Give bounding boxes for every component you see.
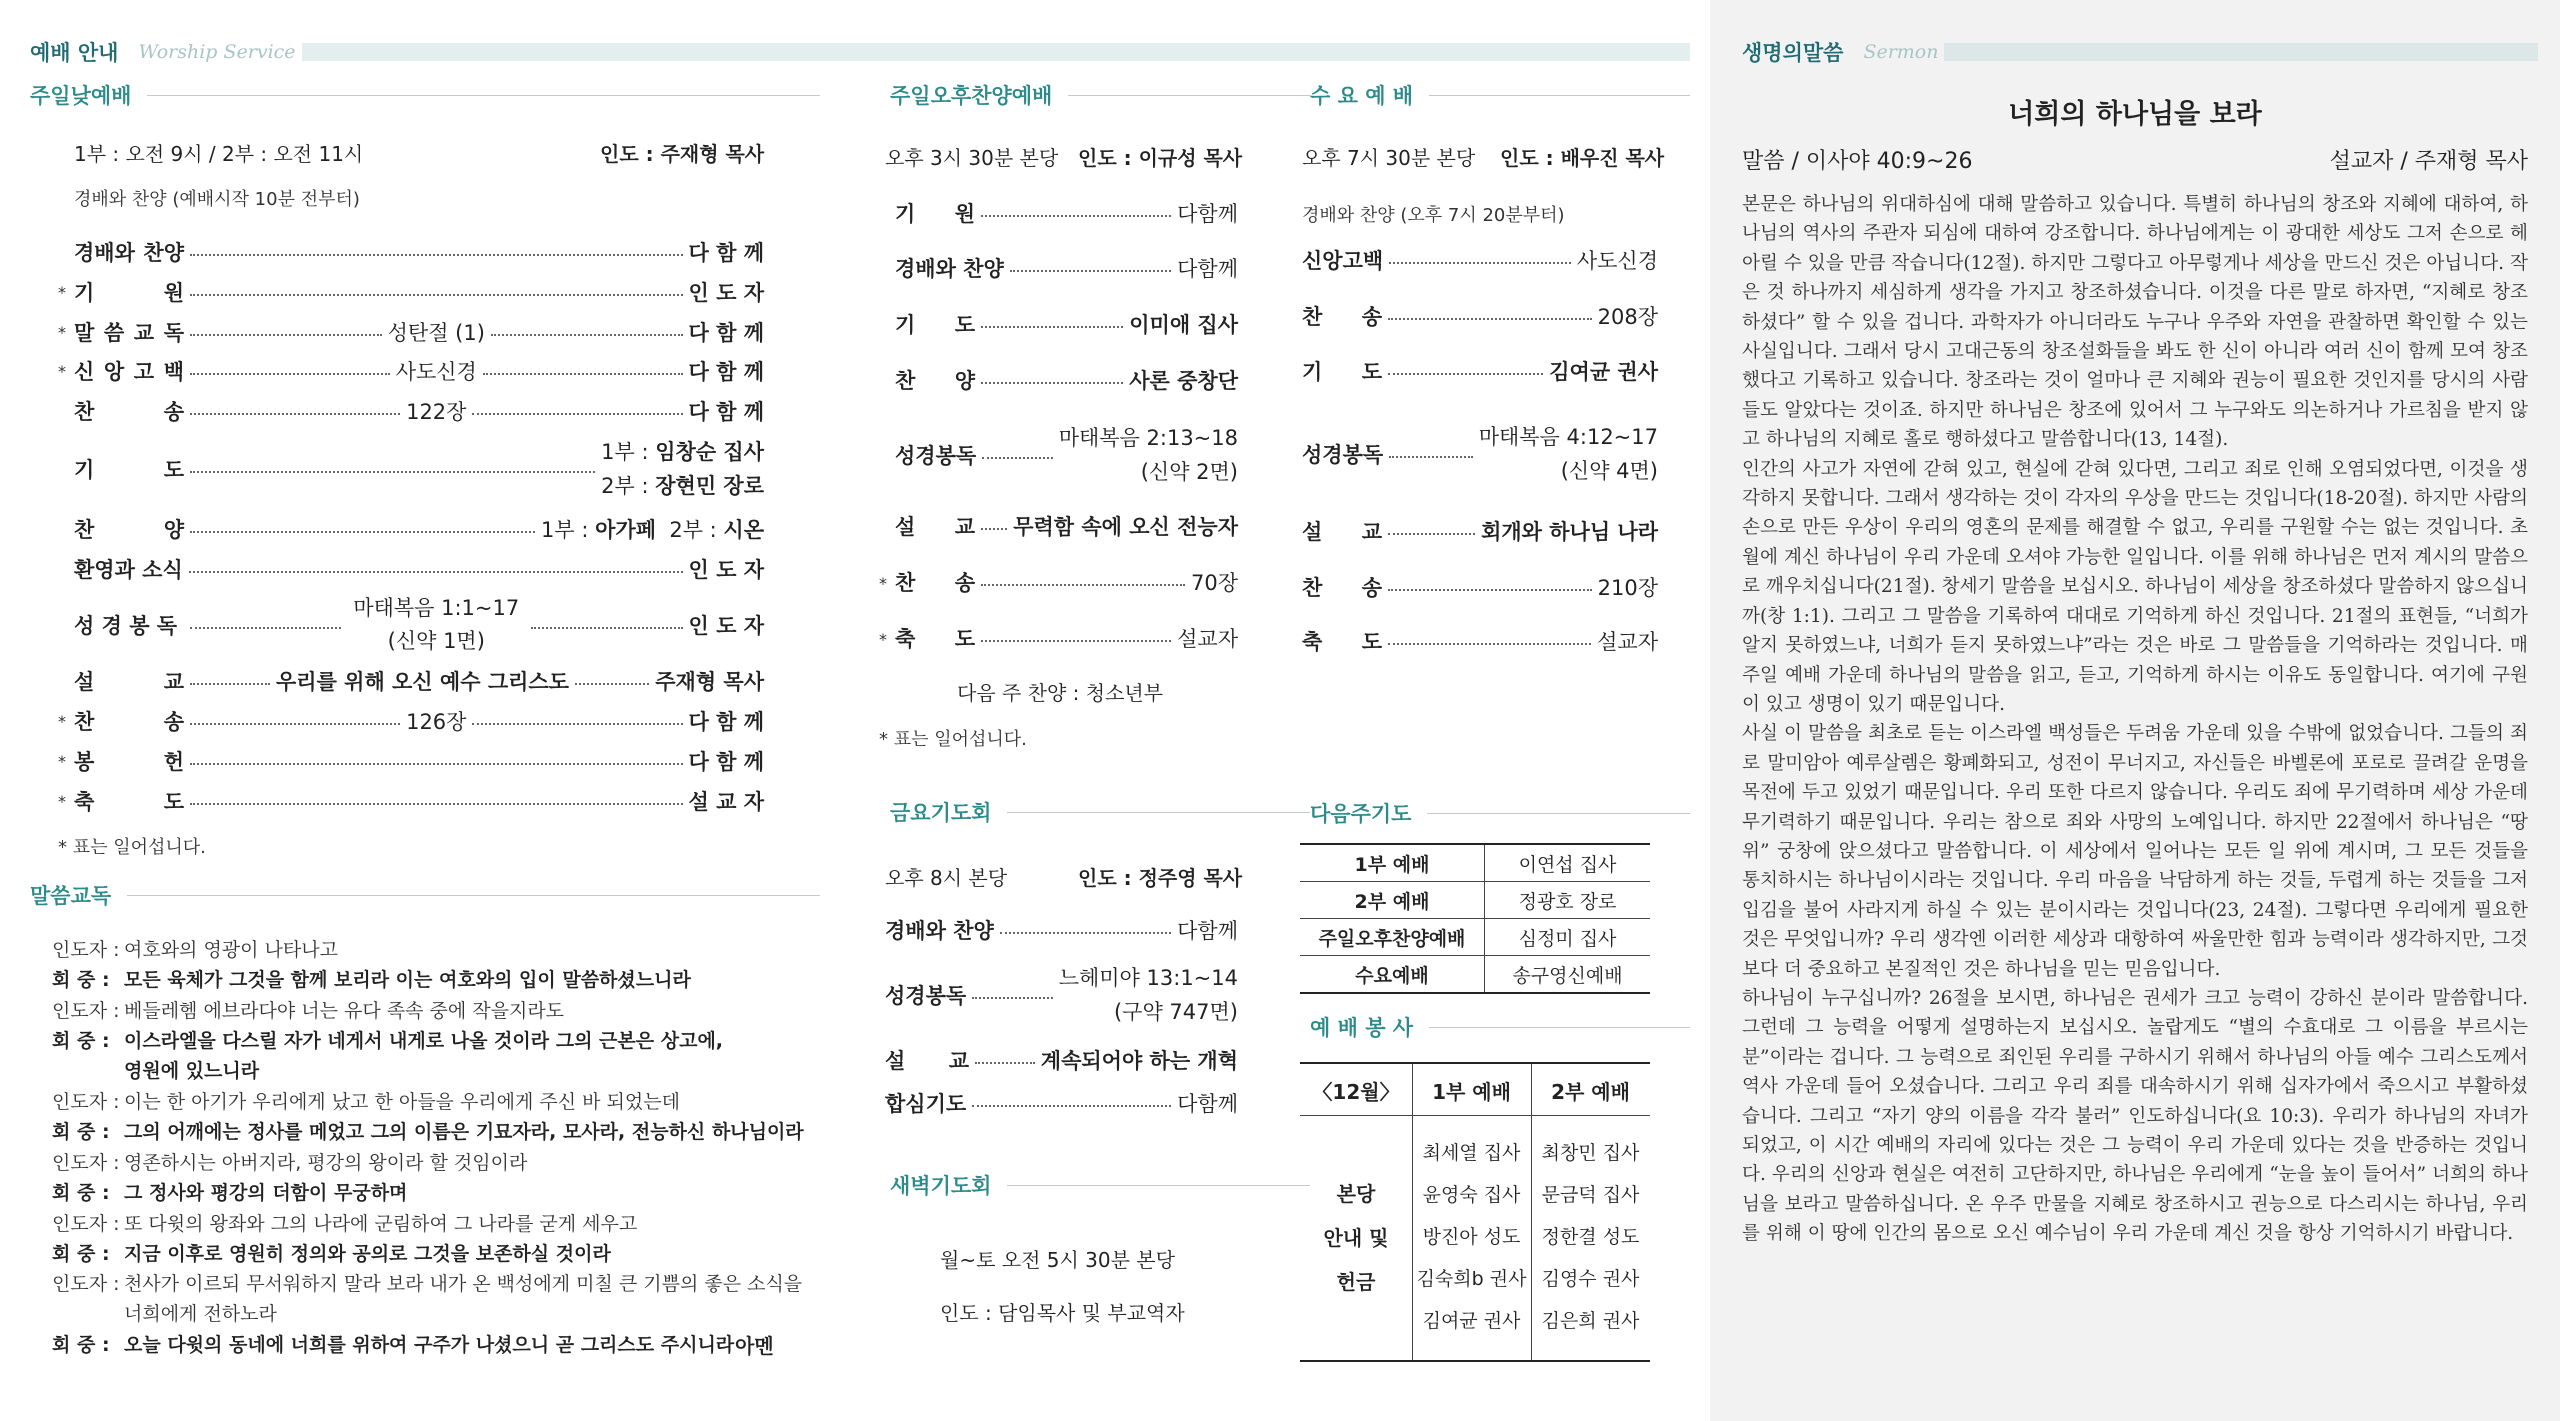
afternoon-invocation-row — [895, 197, 1238, 229]
responsive-speaker: 인도자 : — [52, 1152, 120, 1174]
responsive-speaker: 회 중 : — [52, 969, 110, 991]
wednesday-creed-label: 신앙고백 — [1302, 249, 1384, 273]
stand-mark: * — [58, 792, 66, 811]
afternoon-service-title: 주일오후찬양예배 — [890, 84, 1053, 108]
wednesday-prayer-label: 기 도 — [1302, 360, 1382, 384]
next-week-praise: 다음 주 찬양 : 청소년부 — [957, 681, 1164, 705]
wednesday-hymn1-row — [1302, 300, 1658, 332]
responsive-speaker: 인도자 : — [52, 1091, 120, 1113]
sunday-praise-1-label: 1부 : — [541, 518, 596, 542]
service-duty-name: 최창민 집사 — [1541, 1142, 1640, 1164]
sunday-order-label: 신 앙 고 백 — [74, 360, 184, 384]
wednesday-hymn1-label: 찬 송 — [1302, 305, 1382, 329]
next-prayer-name: 이연섭 집사 — [1485, 844, 1651, 882]
sunday-hymn-value: 다 함 께 — [688, 710, 765, 734]
service-duty-label-2: 안내 및 — [1323, 1226, 1389, 1250]
sunday-order-item — [74, 236, 764, 268]
sunday-blessing-value: 설 교 자 — [688, 790, 764, 814]
next-prayer-service: 수요예배 — [1300, 956, 1485, 994]
friday-joint-prayer-label: 합심기도 — [885, 1092, 967, 1116]
sunday-order-item — [74, 355, 764, 387]
header-bar — [302, 43, 1690, 61]
wednesday-reading-ref: 마태복음 4:12~17 — [1478, 425, 1658, 449]
responsive-text: 영원에 있느니라 — [124, 1060, 260, 1082]
sunday-order-label: 말 씀 교 독 — [74, 321, 184, 345]
next-prayer-service: 주일오후찬양예배 — [1300, 919, 1485, 956]
friday-praise-row — [885, 914, 1238, 946]
service-duty-heading — [1310, 1012, 1690, 1042]
afternoon-sermon-value: 무력함 속에 오신 전능자 — [1013, 515, 1238, 539]
stand-mark: * — [58, 283, 66, 302]
sunday-reading-page: (신약 1면) — [387, 629, 485, 653]
responsive-speaker: 회 중 : — [52, 1243, 110, 1265]
afternoon-stand-note: * 표는 일어섭니다. — [879, 729, 1027, 750]
responsive-text: 이스라엘을 다스릴 자가 네게서 내게로 나올 것이라 그의 근본은 상고에, — [124, 1030, 724, 1052]
sunday-service-heading — [30, 80, 820, 110]
responsive-line — [52, 1026, 723, 1053]
sermon-paragraph: 사실 이 말씀을 최초로 듣는 이스라엘 백성들은 두려움 가운데 있을 수밖에 없었습니다. 그들의 죄로 말미암아 예루살렘은 황폐화되고, 성전이 무너지고, 자신들은 바벨론에 포로로 끌려갈 운명을 목전에 두고 있었기 때문입니다. 우리 또한 다르지 않습니다. 우리도 죄에 무기력하며 세상 가운데 무기력하기 때문입니다. 우리는 참으로 죄와 사망의 노예입니다. 하지만 22절에서 하나님은 “땅 위” 궁창에 앉으셨다고 말씀합니다. 이 세상에서 일어나는 모든 일 위에 계시며, 그 모든 것들을 통치하시는 하나님이시라는 것입니다. 우리 마음을 낙담하게 하는 것들, 두렵게 하는 것들을 그저 입김을 불어 사라지게 하실 수 있는 분이시라는 것입니다(23, 24절). 그렇다면 우리에게 필요한 것은 무엇입니까? 우리 생각엔 이러한 세상과 대항하여 싸울만한 힘과 능력이라 생각하지만, 그것보다 더 중요하고 본질적인 것은 하나님을 믿는 믿음입니다. — [1742, 723, 2528, 980]
sunday-order-label: 찬 송 — [74, 400, 184, 424]
responsive-line — [52, 935, 338, 962]
afternoon-prayer-value: 이미애 집사 — [1129, 313, 1238, 337]
sunday-reading-label: 성 경 봉 독 — [74, 614, 178, 638]
next-prayer-name: 심정미 집사 — [1485, 919, 1651, 956]
responsive-speaker: 회 중 : — [52, 1121, 110, 1143]
responsive-line — [52, 1209, 637, 1236]
wednesday-blessing-value: 설교자 — [1597, 630, 1658, 654]
wednesday-prayer-value: 김여균 권사 — [1549, 360, 1658, 384]
responsive-text: 여호와의 영광이 나타나고 — [124, 939, 338, 961]
wednesday-blessing-row — [1302, 625, 1658, 657]
sunday-sermon-label: 설 교 — [74, 670, 184, 694]
sunday-order-detail: 사도신경 — [395, 360, 477, 384]
friday-sermon-label: 설 교 — [885, 1049, 969, 1073]
sunday-leader: 인도 : 주재형 목사 — [600, 142, 765, 166]
sermon-preacher: 설교자 / 주재형 목사 — [2329, 149, 2528, 174]
stand-mark: * — [58, 362, 66, 381]
service-duty-label-1: 본당 — [1336, 1182, 1376, 1206]
sunday-praise-row — [74, 513, 764, 545]
sunday-order-detail: 122장 — [406, 400, 467, 424]
sunday-order-item — [74, 395, 764, 427]
sunday-order-item — [74, 316, 764, 348]
responsive-speaker: 인도자 : — [52, 1000, 120, 1022]
sunday-note: 경배와 찬양 (예배시작 10분 전부터) — [74, 189, 360, 210]
service-duty-name: 김은희 권사 — [1541, 1310, 1640, 1332]
responsive-line — [52, 1239, 611, 1266]
wednesday-hymn2-value: 210장 — [1597, 576, 1658, 600]
responsive-text: 베들레헴 에브라다야 너는 유다 족속 중에 작을지라도 — [124, 1000, 565, 1022]
service-duty-second-list — [1531, 1132, 1650, 1342]
sunday-blessing-row — [74, 785, 764, 817]
responsive-text: 천사가 이르되 무서워하지 말라 보라 내가 온 백성에게 미칠 큰 기쁨의 좋은 소식을 — [124, 1273, 803, 1295]
sunday-hymn-row — [74, 705, 764, 737]
afternoon-hymn-row — [895, 566, 1238, 598]
worship-section-header — [30, 41, 1690, 63]
wednesday-service-heading — [1310, 80, 1690, 110]
wednesday-sermon-row — [1302, 515, 1658, 547]
stand-mark: * — [879, 574, 887, 593]
responsive-text: 지금 이후로 영원히 정의와 공의로 그것을 보존하실 것이라 — [124, 1243, 611, 1265]
sunday-reading-ref: 마태복음 1:1~17 — [353, 596, 520, 620]
sunday-offering-row — [74, 745, 764, 777]
friday-reading-label: 성경봉독 — [885, 984, 967, 1008]
wednesday-sermon-value: 회개와 하나님 나라 — [1481, 520, 1658, 544]
responsive-reading-heading — [30, 880, 820, 910]
service-duty-name: 김숙희b 권사 — [1416, 1268, 1527, 1290]
service-duty-name: 김여균 권사 — [1422, 1310, 1521, 1332]
worship-section-title: 예배 안내 — [30, 37, 132, 67]
sunday-prayer-2-name: 장현민 장로 — [655, 474, 764, 498]
responsive-text: 영존하시는 아버지라, 평강의 왕이라 할 것임이라 — [124, 1152, 528, 1174]
sunday-order-label: 기 원 — [74, 281, 184, 305]
responsive-line — [52, 1330, 734, 1357]
afternoon-invocation-label: 기 원 — [895, 202, 975, 226]
dawn-leader: 인도 : 담임목사 및 부교역자 — [940, 1301, 1185, 1325]
wednesday-blessing-label: 축 도 — [1302, 630, 1382, 654]
responsive-reading-title: 말씀교독 — [30, 884, 112, 908]
wednesday-prayer-row — [1302, 355, 1658, 387]
sunday-stand-note: * 표는 일어섭니다. — [58, 837, 206, 858]
responsive-line — [52, 1087, 680, 1114]
sunday-prayer-1-name: 임창순 집사 — [655, 440, 764, 464]
wednesday-reading-page: (신약 4면) — [1560, 459, 1658, 483]
sunday-reading-row — [74, 590, 764, 660]
stand-mark: * — [58, 752, 66, 771]
responsive-line — [52, 996, 564, 1023]
service-duty-col2: 2부 예배 — [1551, 1080, 1630, 1104]
sermon-section-header — [1742, 41, 2538, 63]
afternoon-reading-row — [895, 420, 1238, 490]
sunday-praise-2-name: 시온 — [723, 518, 764, 542]
sunday-offering-value: 다 함 께 — [688, 750, 764, 774]
friday-praise-label: 경배와 찬양 — [885, 919, 994, 943]
sunday-order-label: 경배와 찬양 — [74, 241, 184, 265]
sunday-praise-1-name: 아가페 — [595, 518, 656, 542]
wednesday-creed-row — [1302, 244, 1658, 276]
responsive-text: 모든 육체가 그것을 함께 보리라 이는 여호와의 입이 말씀하셨느니라 — [124, 969, 691, 991]
friday-leader: 인도 : 정주영 목사 — [1078, 866, 1243, 890]
responsive-speaker: 인도자 : — [52, 1213, 120, 1235]
friday-praise-value: 다함께 — [1177, 919, 1238, 943]
wednesday-sermon-label: 설 교 — [1302, 520, 1382, 544]
sunday-order-item — [74, 276, 764, 308]
afternoon-hymn-label: 찬 송 — [895, 571, 975, 595]
responsive-text: 그 정사와 평강의 더함이 무궁하며 — [124, 1182, 408, 1204]
stand-mark: * — [58, 323, 66, 342]
service-duty-title: 예 배 봉 사 — [1310, 1016, 1414, 1040]
next-prayer-service: 1부 예배 — [1300, 844, 1485, 882]
responsive-amen: 아멘 — [735, 1334, 774, 1358]
next-prayer-service: 2부 예배 — [1300, 882, 1485, 919]
sunday-sermon-title: 우리를 위해 오신 예수 그리스도 — [276, 670, 569, 694]
afternoon-reading-page: (신약 2면) — [1140, 460, 1238, 484]
wednesday-note: 경배와 찬양 (오후 7시 20분부터) — [1302, 205, 1565, 226]
sunday-prayer-row — [74, 434, 764, 504]
wednesday-reading-row — [1302, 419, 1658, 489]
afternoon-sermon-row — [895, 510, 1238, 542]
next-week-prayer-heading — [1310, 798, 1690, 828]
worship-section-title-en: Worship Service — [132, 41, 301, 63]
sunday-order-value: 다 함 께 — [688, 321, 765, 345]
stand-mark: * — [879, 630, 887, 649]
sunday-prayer-label: 기 도 — [74, 458, 184, 482]
afternoon-hymn-value: 70장 — [1190, 571, 1238, 595]
afternoon-leader: 인도 : 이규성 목사 — [1078, 146, 1243, 170]
responsive-speaker: 회 중 : — [52, 1182, 110, 1204]
friday-joint-prayer-row — [885, 1087, 1238, 1119]
service-duty-name: 정한결 성도 — [1541, 1226, 1640, 1248]
responsive-line — [52, 1148, 527, 1175]
responsive-text: 너희에게 전하노라 — [124, 1303, 277, 1325]
responsive-line — [52, 965, 691, 992]
responsive-text: 그의 어깨에는 정사를 메었고 그의 이름은 기묘자라, 모사라, 전능하신 하나님이라 — [124, 1121, 804, 1143]
sunday-praise-2-label: 2부 : — [669, 518, 724, 542]
sunday-order-value: 다 함 께 — [688, 400, 765, 424]
sunday-praise-label: 찬 양 — [74, 518, 184, 542]
sunday-order-value: 인 도 자 — [688, 281, 764, 305]
next-prayer-name: 정광호 장로 — [1485, 882, 1651, 919]
sunday-order-value: 다 함 께 — [688, 241, 764, 265]
responsive-speaker: 회 중 : — [52, 1334, 110, 1356]
stand-mark: * — [58, 712, 66, 731]
service-duty-label-3: 헌금 — [1336, 1270, 1376, 1294]
sunday-reading-value: 인 도 자 — [688, 614, 765, 638]
sermon-paragraph: 본문은 하나님의 위대하심에 대해 말씀하고 있습니다. 특별히 하나님의 창조와 지혜에 대하여, 하나님의 역사의 주관자 되심에 대하여 강조합니다. 하나님에게는 이 광대한 세상도 그저 손으로 헤아릴 수 있을 만큼 작습니다(12절). 하지만 그렇다고 아무렇게나 세상을 만드신 것은 아닙니다. 작은 것 하나까지 세심하게 생각을 가지고 창조하셨습니다. 이것을 다른 말로 하자면, “지혜로 창조하셨다” 할 수 있을 겁니다. 과학자가 아니더라도 누구나 우주와 자연을 관찰하면 확인할 수 있는 사실입니다. 그래서 당시 고대근동의 창조설화들을 봐도 한 신이 아니라 여러 신이 함께 모여 창조했다고 기록하고 있습니다. 창조라는 것이 얼마나 큰 지혜와 권능이 필요한 것인지를 당시의 사람들도 알았다는 것이죠. 하지만 하나님은 창조에 있어서 그 누구와도 의논하거나 가르침을 받지 않고 하나님의 지혜로 홀로 행하셨다고 말씀합니다(13, 14절). — [1742, 194, 2528, 451]
sunday-welcome-value: 인 도 자 — [688, 558, 764, 582]
responsive-line — [52, 1117, 804, 1144]
sunday-time: 1부 : 오전 9시 / 2부 : 오전 11시 — [74, 142, 364, 166]
wednesday-time: 오후 7시 30분 본당 — [1302, 146, 1476, 170]
friday-joint-prayer-value: 다함께 — [1177, 1092, 1238, 1116]
sunday-sermon-row — [74, 665, 764, 697]
friday-time: 오후 8시 본당 — [885, 866, 1008, 890]
friday-prayer-title: 금요기도회 — [890, 801, 992, 825]
next-prayer-row — [1300, 882, 1650, 919]
sermon-section-title: 생명의말씀 — [1742, 37, 1857, 67]
sunday-welcome-label: 환영과 소식 — [74, 558, 183, 582]
service-duty-name: 윤영숙 집사 — [1422, 1184, 1521, 1206]
sermon-panel — [1710, 0, 2560, 1421]
afternoon-reading-label: 성경봉독 — [895, 444, 977, 468]
afternoon-prayer-label: 기 도 — [895, 313, 975, 337]
service-duty-name: 문금덕 집사 — [1541, 1184, 1640, 1206]
wednesday-hymn2-row — [1302, 571, 1658, 603]
friday-reading-ref: 느헤미야 13:1~14 — [1058, 966, 1238, 990]
service-duty-first-list — [1412, 1132, 1531, 1342]
sermon-scripture: 말씀 / 이사야 40:9~26 — [1742, 149, 1973, 174]
afternoon-blessing-value: 설교자 — [1177, 627, 1238, 651]
sunday-service-title: 주일낮예배 — [30, 84, 132, 108]
responsive-speaker: 인도자 : — [52, 939, 120, 961]
responsive-line — [52, 1056, 259, 1083]
sunday-hymn-number: 126장 — [406, 710, 467, 734]
sermon-paragraph: 인간의 사고가 자연에 갇혀 있고, 현실에 갇혀 있다면, 그리고 죄로 인해 오염되었다면, 이것을 생각하지 못합니다. 그래서 생각하는 것이 각자의 우상을 만드는 것입니다(18-20절). 하지만 사람의 손으로 만든 우상이 우리의 영혼의 문제를 해결할 수 없고, 우리를 구원할 수는 없는 것입니다. 초월에 계신 하나님이 우리 가운데 오셔야 가능한 일입니다. 이를 위해 하나님은 먼저 계시의 말씀으로 깨우치십니다(21절). 창세기 말씀을 보십시오. 하나님이 세상을 창조하셨다 말씀하지 않으십니까(창 1:1). 그리고 그 말씀을 기록하여 대대로 기억하게 하신 것입니다. 21절의 표현들, “너희가 알지 못하였느냐, 너희가 듣지 못하였느냐”라는 것은 바로 그 말씀들을 기억하라는 것입니다. 매주일 예배 가운데 하나님의 말씀을 읽고, 듣고, 기억하게 하시는 이유도 동일합니다. 여기에 구원이 있고 생명이 있기 때문입니다. — [1742, 458, 2528, 715]
responsive-line — [52, 1269, 802, 1296]
afternoon-time: 오후 3시 30분 본당 — [885, 146, 1059, 170]
wednesday-hymn1-value: 208장 — [1597, 305, 1658, 329]
dawn-prayer-title: 새벽기도회 — [890, 1174, 992, 1198]
sunday-prayer-1-label: 1부 : — [601, 440, 656, 464]
friday-reading-page: (구약 747면) — [1113, 1000, 1238, 1024]
afternoon-song-value: 사론 중창단 — [1129, 369, 1238, 393]
afternoon-service-heading — [890, 80, 1310, 110]
dawn-time: 월~토 오전 5시 30분 본당 — [940, 1248, 1175, 1272]
friday-sermon-value: 계속되어야 하는 개혁 — [1040, 1049, 1238, 1073]
wednesday-service-title: 수 요 예 배 — [1310, 84, 1414, 108]
afternoon-prayer-row — [895, 308, 1238, 340]
responsive-speaker: 회 중 : — [52, 1030, 110, 1052]
responsive-line — [52, 1299, 277, 1326]
sermon-section-title-en: Sermon — [1857, 41, 1944, 63]
sermon-body — [1742, 190, 2528, 1249]
dawn-prayer-heading — [890, 1170, 1310, 1200]
responsive-text: 오늘 다윗의 동네에 너희를 위하여 구주가 나셨으니 곧 그리스도 주시니라 — [124, 1334, 735, 1356]
sunday-blessing-label: 축 도 — [74, 790, 184, 814]
afternoon-blessing-label: 축 도 — [895, 627, 975, 651]
afternoon-praise-label: 경배와 찬양 — [895, 257, 1004, 281]
sermon-heading: 너희의 하나님을 보라 — [2008, 99, 2262, 130]
wednesday-creed-value: 사도신경 — [1576, 249, 1658, 273]
next-prayer-row — [1300, 919, 1650, 956]
sermon-paragraph: 하나님이 누구십니까? 26절을 보시면, 하나님은 권세가 크고 능력이 강하신 분이라 말씀합니다. 그런데 그 능력을 어떻게 설명하는지 보십시오. 놀랍게도 “별의 수효대로 그 이름을 부르시는 분”이라는 겁니다. 그 능력으로 죄인된 우리를 구하시기 위해서 하나님의 아들 예수 그리스도께서 역사 가운데 들어 오셨습니다. 그리고 우리 죄를 대속하시기 위해 십자가에서 죽으시고 부활하셨습니다. 그리고 “자기 양의 이름을 각각 불러” 인도하십니다(요 10:3). 우리가 하나님의 자녀가 되었고, 이 시간 예배의 자리에 있다는 것은 그 능력이 우리 가운데 있다는 것을 반증하는 것입니다. 우리의 신앙과 현실은 여전히 고단하지만, 하나님은 우리에게 “눈을 높이 들어서” 너희의 하나님을 보라고 말씀하십니다. 온 우주 만물을 지혜로 창조하시고 권능으로 다스리시는 하나님, 우리를 위해 이 땅에 인간의 몸으로 오신 예수님이 우리 가운데 계신 것을 항상 기억하시기 바랍니다. — [1742, 987, 2528, 1245]
friday-prayer-heading — [890, 797, 1310, 827]
afternoon-praise-row — [895, 252, 1238, 284]
next-prayer-row — [1300, 956, 1650, 994]
afternoon-praise-value: 다함께 — [1177, 257, 1238, 281]
responsive-speaker: 인도자 : — [52, 1273, 120, 1295]
sunday-sermon-value: 주재형 목사 — [655, 670, 764, 694]
afternoon-song-row — [895, 364, 1238, 396]
responsive-line — [52, 1178, 407, 1205]
friday-reading-row — [885, 960, 1238, 1030]
afternoon-invocation-value: 다함께 — [1177, 202, 1238, 226]
next-week-prayer-table — [1300, 843, 1650, 994]
service-duty-name: 김영수 권사 — [1541, 1268, 1640, 1290]
next-prayer-name: 송구영신예배 — [1485, 956, 1651, 994]
sunday-welcome-row — [74, 553, 764, 585]
sunday-prayer-2-label: 2부 : — [601, 474, 656, 498]
friday-sermon-row — [885, 1044, 1238, 1076]
service-duty-table — [1300, 1062, 1650, 1362]
responsive-text: 이는 한 아기가 우리에게 났고 한 아들을 우리에게 주신 바 되었는데 — [124, 1091, 680, 1113]
next-prayer-row — [1300, 844, 1650, 882]
afternoon-reading-ref: 마태복음 2:13~18 — [1058, 426, 1238, 450]
responsive-text: 또 다윗의 왕좌와 그의 나라에 군림하여 그 나라를 굳게 세우고 — [124, 1213, 638, 1235]
service-duty-name: 방진아 성도 — [1422, 1226, 1521, 1248]
next-week-prayer-title: 다음주기도 — [1310, 802, 1412, 826]
service-duty-name: 최세열 집사 — [1422, 1142, 1521, 1164]
sunday-offering-label: 봉 헌 — [74, 750, 184, 774]
service-duty-month: 〈12월〉 — [1312, 1080, 1400, 1104]
wednesday-leader: 인도 : 배우진 목사 — [1500, 146, 1665, 170]
service-duty-col1: 1부 예배 — [1432, 1080, 1511, 1104]
sunday-hymn-label: 찬 송 — [74, 710, 184, 734]
afternoon-sermon-label: 설 교 — [895, 515, 975, 539]
afternoon-blessing-row — [895, 622, 1238, 654]
sunday-order-detail: 성탄절 (1) — [387, 321, 485, 345]
wednesday-hymn2-label: 찬 송 — [1302, 576, 1382, 600]
sunday-order-value: 다 함 께 — [688, 360, 765, 384]
afternoon-song-label: 찬 양 — [895, 369, 975, 393]
wednesday-reading-label: 성경봉독 — [1302, 443, 1384, 467]
